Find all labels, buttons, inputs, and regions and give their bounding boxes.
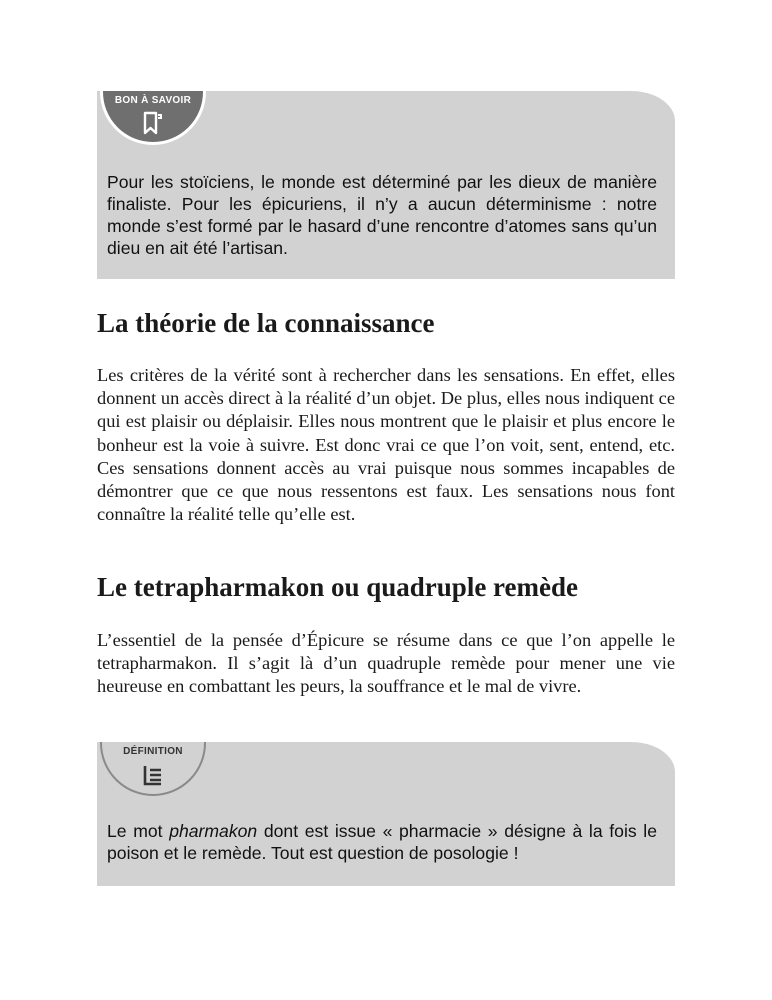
list-lines-icon: [142, 764, 164, 788]
bon-a-savoir-label: BON À SAVOIR: [114, 95, 192, 106]
section-title-connaissance: La théorie de la connaissance: [97, 308, 435, 338]
section-title-tetrapharmakon: Le tetrapharmakon ou quadruple remède: [97, 572, 579, 602]
definition-badge: [100, 742, 206, 800]
bookmark-note-icon: [142, 111, 164, 137]
bon-a-savoir-badge: [100, 91, 206, 149]
definition-term: pharmakon: [169, 821, 258, 841]
section-paragraph-tetrapharmakon: L’essentiel de la pensée d’Épicure se résume dans ce que l’on appelle le tetrapharmakon. Il s’agit là d’un quadruple remède pour mener une vie heureuse en combattant les peurs, la souffrance et le mal de vivre.: [97, 630, 675, 697]
definition-text: Le mot pharmakon dont est issue « pharmacie » désigne à la fois le poison et le remède. Tout est question de posologie !: [107, 821, 657, 863]
definition-label: DÉFINITION: [123, 746, 183, 757]
section-paragraph-connaissance: Les critères de la vérité sont à rechercher dans les sensations. En effet, elles donnent un accès direct à la réalité d’un objet. De plus, elles nous indiquent ce qui est plaisir ou déplaisir. Elles nous montrent que le plaisir et plus encore le bonheur est la voie à suivre. Est donc vrai ce que l’on voit, sent, entend, etc. Ces sensations donnent accès au vrai puisque nous sommes incapables de démontrer que ce que nous ressentons est faux. Les sensations nous font connaître la réalité telle qu’elle est.: [97, 365, 675, 525]
bon-a-savoir-text: Pour les stoïciens, le monde est déterminé par les dieux de manière finaliste. Pour les épicuriens, il n’y a aucun déterminisme : notre monde s’est formé par le hasard d’une rencontre d’atomes sans qu’un dieu en ait été l’artisan.: [107, 172, 657, 258]
